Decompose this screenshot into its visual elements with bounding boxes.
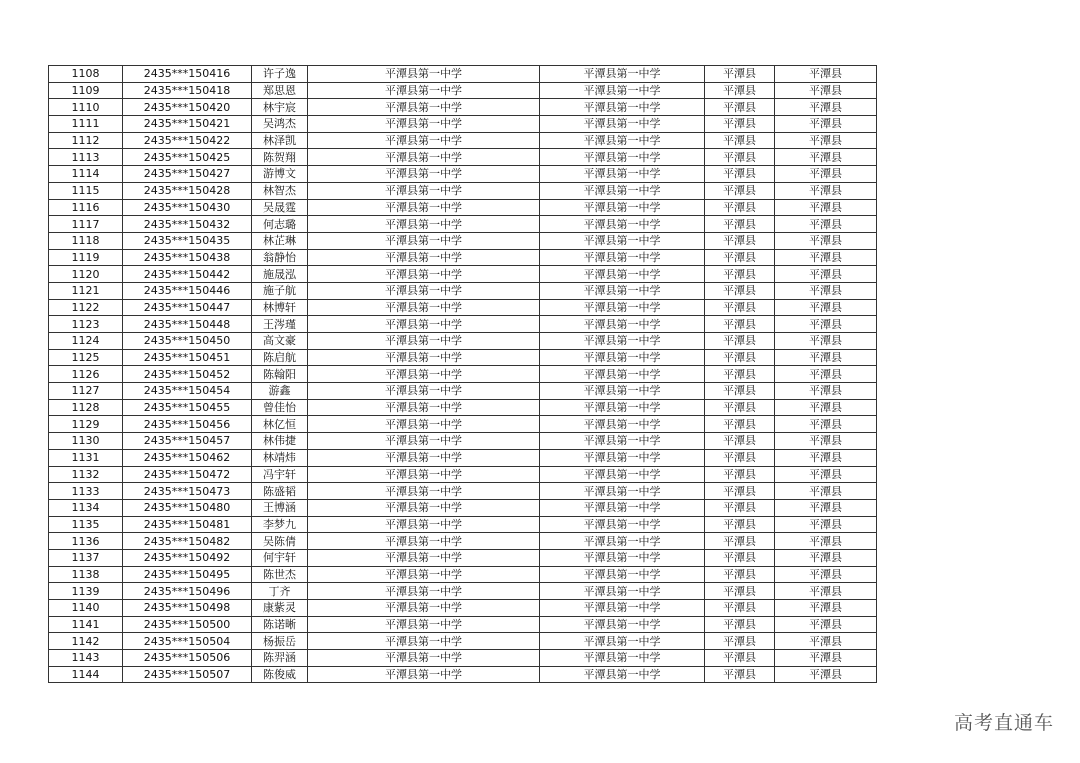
table-row bbox=[49, 182, 877, 199]
district-cell: 平潭县 bbox=[775, 316, 877, 333]
registration-school-cell: 平潭县第一中学 bbox=[540, 549, 705, 566]
district-cell: 平潭县 bbox=[775, 600, 877, 617]
county-cell: 平潭县 bbox=[705, 116, 775, 133]
county-cell: 平潭县 bbox=[705, 433, 775, 450]
registration-school-cell: 平潭县第一中学 bbox=[540, 583, 705, 600]
county-cell: 平潭县 bbox=[705, 533, 775, 550]
row-number-cell: 1119 bbox=[49, 249, 123, 266]
registration-school-cell: 平潭县第一中学 bbox=[540, 249, 705, 266]
school-cell: 平潭县第一中学 bbox=[308, 216, 540, 233]
registration-school-cell: 平潭县第一中学 bbox=[540, 533, 705, 550]
table-body bbox=[49, 66, 877, 683]
exam-id-cell: 2435***150480 bbox=[123, 499, 252, 516]
exam-id-cell: 2435***150450 bbox=[123, 333, 252, 350]
table-row bbox=[49, 666, 877, 683]
district-cell: 平潭县 bbox=[775, 266, 877, 283]
exam-id-cell: 2435***150455 bbox=[123, 399, 252, 416]
school-cell: 平潭县第一中学 bbox=[308, 633, 540, 650]
district-cell: 平潭县 bbox=[775, 282, 877, 299]
registration-school-cell: 平潭县第一中学 bbox=[540, 433, 705, 450]
registration-school-cell: 平潭县第一中学 bbox=[540, 82, 705, 99]
table-row bbox=[49, 232, 877, 249]
school-cell: 平潭县第一中学 bbox=[308, 116, 540, 133]
row-number-cell: 1131 bbox=[49, 449, 123, 466]
exam-id-cell: 2435***150500 bbox=[123, 616, 252, 633]
student-name-cell: 陈俊威 bbox=[252, 666, 308, 683]
table-row bbox=[49, 616, 877, 633]
registration-school-cell: 平潭县第一中学 bbox=[540, 449, 705, 466]
school-cell: 平潭县第一中学 bbox=[308, 249, 540, 266]
row-number-cell: 1118 bbox=[49, 232, 123, 249]
table-row bbox=[49, 449, 877, 466]
student-name-cell: 施晟泓 bbox=[252, 266, 308, 283]
registration-school-cell: 平潭县第一中学 bbox=[540, 483, 705, 500]
student-name-cell: 何志璐 bbox=[252, 216, 308, 233]
exam-id-cell: 2435***150506 bbox=[123, 650, 252, 667]
exam-id-cell: 2435***150492 bbox=[123, 549, 252, 566]
district-cell: 平潭县 bbox=[775, 566, 877, 583]
exam-id-cell: 2435***150422 bbox=[123, 132, 252, 149]
row-number-cell: 1141 bbox=[49, 616, 123, 633]
district-cell: 平潭县 bbox=[775, 99, 877, 116]
table-row bbox=[49, 566, 877, 583]
registration-school-cell: 平潭县第一中学 bbox=[540, 299, 705, 316]
registration-school-cell: 平潭县第一中学 bbox=[540, 466, 705, 483]
student-name-cell: 林宇宸 bbox=[252, 99, 308, 116]
school-cell: 平潭县第一中学 bbox=[308, 650, 540, 667]
county-cell: 平潭县 bbox=[705, 66, 775, 83]
district-cell: 平潭县 bbox=[775, 366, 877, 383]
student-name-cell: 丁齐 bbox=[252, 583, 308, 600]
county-cell: 平潭县 bbox=[705, 633, 775, 650]
table-row bbox=[49, 366, 877, 383]
county-cell: 平潭县 bbox=[705, 383, 775, 400]
county-cell: 平潭县 bbox=[705, 99, 775, 116]
district-cell: 平潭县 bbox=[775, 149, 877, 166]
student-name-cell: 王博涵 bbox=[252, 499, 308, 516]
table-row bbox=[49, 433, 877, 450]
row-number-cell: 1114 bbox=[49, 166, 123, 183]
district-cell: 平潭县 bbox=[775, 416, 877, 433]
district-cell: 平潭县 bbox=[775, 216, 877, 233]
table-row bbox=[49, 266, 877, 283]
registration-school-cell: 平潭县第一中学 bbox=[540, 282, 705, 299]
county-cell: 平潭县 bbox=[705, 399, 775, 416]
registration-school-cell: 平潭县第一中学 bbox=[540, 566, 705, 583]
registration-school-cell: 平潭县第一中学 bbox=[540, 650, 705, 667]
student-name-cell: 游博文 bbox=[252, 166, 308, 183]
table-row bbox=[49, 66, 877, 83]
exam-id-cell: 2435***150427 bbox=[123, 166, 252, 183]
row-number-cell: 1120 bbox=[49, 266, 123, 283]
row-number-cell: 1121 bbox=[49, 282, 123, 299]
student-name-cell: 陈世杰 bbox=[252, 566, 308, 583]
exam-id-cell: 2435***150457 bbox=[123, 433, 252, 450]
registration-school-cell: 平潭县第一中学 bbox=[540, 132, 705, 149]
school-cell: 平潭县第一中学 bbox=[308, 333, 540, 350]
school-cell: 平潭县第一中学 bbox=[308, 399, 540, 416]
registration-school-cell: 平潭县第一中学 bbox=[540, 633, 705, 650]
student-name-cell: 林泽凯 bbox=[252, 132, 308, 149]
school-cell: 平潭县第一中学 bbox=[308, 449, 540, 466]
school-cell: 平潭县第一中学 bbox=[308, 149, 540, 166]
registration-school-cell: 平潭县第一中学 bbox=[540, 666, 705, 683]
county-cell: 平潭县 bbox=[705, 199, 775, 216]
table-row bbox=[49, 349, 877, 366]
exam-id-cell: 2435***150442 bbox=[123, 266, 252, 283]
registration-school-cell: 平潭县第一中学 bbox=[540, 266, 705, 283]
exam-id-cell: 2435***150473 bbox=[123, 483, 252, 500]
district-cell: 平潭县 bbox=[775, 650, 877, 667]
county-cell: 平潭县 bbox=[705, 499, 775, 516]
registration-school-cell: 平潭县第一中学 bbox=[540, 600, 705, 617]
exam-id-cell: 2435***150507 bbox=[123, 666, 252, 683]
district-cell: 平潭县 bbox=[775, 466, 877, 483]
registration-school-cell: 平潭县第一中学 bbox=[540, 616, 705, 633]
school-cell: 平潭县第一中学 bbox=[308, 600, 540, 617]
registration-school-cell: 平潭县第一中学 bbox=[540, 316, 705, 333]
student-name-cell: 吴鸿杰 bbox=[252, 116, 308, 133]
county-cell: 平潭县 bbox=[705, 516, 775, 533]
school-cell: 平潭县第一中学 bbox=[308, 166, 540, 183]
county-cell: 平潭县 bbox=[705, 232, 775, 249]
school-cell: 平潭县第一中学 bbox=[308, 82, 540, 99]
table-row bbox=[49, 333, 877, 350]
district-cell: 平潭县 bbox=[775, 182, 877, 199]
school-cell: 平潭县第一中学 bbox=[308, 666, 540, 683]
row-number-cell: 1123 bbox=[49, 316, 123, 333]
county-cell: 平潭县 bbox=[705, 666, 775, 683]
table-row bbox=[49, 116, 877, 133]
registration-school-cell: 平潭县第一中学 bbox=[540, 366, 705, 383]
exam-id-cell: 2435***150495 bbox=[123, 566, 252, 583]
row-number-cell: 1132 bbox=[49, 466, 123, 483]
county-cell: 平潭县 bbox=[705, 466, 775, 483]
table-row bbox=[49, 282, 877, 299]
student-name-cell: 吴陈倩 bbox=[252, 533, 308, 550]
row-number-cell: 1128 bbox=[49, 399, 123, 416]
student-name-cell: 李梦九 bbox=[252, 516, 308, 533]
exam-id-cell: 2435***150435 bbox=[123, 232, 252, 249]
school-cell: 平潭县第一中学 bbox=[308, 366, 540, 383]
registration-school-cell: 平潭县第一中学 bbox=[540, 182, 705, 199]
county-cell: 平潭县 bbox=[705, 166, 775, 183]
county-cell: 平潭县 bbox=[705, 349, 775, 366]
school-cell: 平潭县第一中学 bbox=[308, 99, 540, 116]
row-number-cell: 1125 bbox=[49, 349, 123, 366]
exam-id-cell: 2435***150446 bbox=[123, 282, 252, 299]
district-cell: 平潭县 bbox=[775, 499, 877, 516]
exam-id-cell: 2435***150454 bbox=[123, 383, 252, 400]
row-number-cell: 1133 bbox=[49, 483, 123, 500]
district-cell: 平潭县 bbox=[775, 449, 877, 466]
student-name-cell: 许子逸 bbox=[252, 66, 308, 83]
exam-id-cell: 2435***150432 bbox=[123, 216, 252, 233]
school-cell: 平潭县第一中学 bbox=[308, 549, 540, 566]
school-cell: 平潭县第一中学 bbox=[308, 499, 540, 516]
table-row bbox=[49, 583, 877, 600]
registration-school-cell: 平潭县第一中学 bbox=[540, 333, 705, 350]
table-row bbox=[49, 633, 877, 650]
exam-id-cell: 2435***150451 bbox=[123, 349, 252, 366]
registration-school-cell: 平潭县第一中学 bbox=[540, 149, 705, 166]
table-row bbox=[49, 416, 877, 433]
district-cell: 平潭县 bbox=[775, 249, 877, 266]
county-cell: 平潭县 bbox=[705, 266, 775, 283]
county-cell: 平潭县 bbox=[705, 366, 775, 383]
county-cell: 平潭县 bbox=[705, 616, 775, 633]
row-number-cell: 1138 bbox=[49, 566, 123, 583]
district-cell: 平潭县 bbox=[775, 333, 877, 350]
registration-school-cell: 平潭县第一中学 bbox=[540, 383, 705, 400]
registration-school-cell: 平潭县第一中学 bbox=[540, 232, 705, 249]
school-cell: 平潭县第一中学 bbox=[308, 516, 540, 533]
student-name-cell: 杨振岳 bbox=[252, 633, 308, 650]
row-number-cell: 1144 bbox=[49, 666, 123, 683]
county-cell: 平潭县 bbox=[705, 333, 775, 350]
table-row bbox=[49, 299, 877, 316]
school-cell: 平潭县第一中学 bbox=[308, 299, 540, 316]
table-row bbox=[49, 383, 877, 400]
table-row bbox=[49, 600, 877, 617]
county-cell: 平潭县 bbox=[705, 282, 775, 299]
exam-id-cell: 2435***150425 bbox=[123, 149, 252, 166]
row-number-cell: 1111 bbox=[49, 116, 123, 133]
table-row bbox=[49, 483, 877, 500]
roster-table bbox=[48, 65, 877, 683]
table-row bbox=[49, 216, 877, 233]
exam-id-cell: 2435***150416 bbox=[123, 66, 252, 83]
school-cell: 平潭县第一中学 bbox=[308, 132, 540, 149]
county-cell: 平潭县 bbox=[705, 182, 775, 199]
district-cell: 平潭县 bbox=[775, 132, 877, 149]
table-row bbox=[49, 82, 877, 99]
exam-id-cell: 2435***150498 bbox=[123, 600, 252, 617]
row-number-cell: 1122 bbox=[49, 299, 123, 316]
watermark-text: 高考直通车 bbox=[953, 712, 1054, 734]
exam-id-cell: 2435***150481 bbox=[123, 516, 252, 533]
student-name-cell: 高文豪 bbox=[252, 333, 308, 350]
district-cell: 平潭县 bbox=[775, 166, 877, 183]
school-cell: 平潭县第一中学 bbox=[308, 66, 540, 83]
student-name-cell: 翁静怡 bbox=[252, 249, 308, 266]
row-number-cell: 1115 bbox=[49, 182, 123, 199]
row-number-cell: 1136 bbox=[49, 533, 123, 550]
exam-id-cell: 2435***150418 bbox=[123, 82, 252, 99]
exam-id-cell: 2435***150452 bbox=[123, 366, 252, 383]
district-cell: 平潭县 bbox=[775, 516, 877, 533]
county-cell: 平潭县 bbox=[705, 82, 775, 99]
table-row bbox=[49, 399, 877, 416]
row-number-cell: 1135 bbox=[49, 516, 123, 533]
registration-school-cell: 平潭县第一中学 bbox=[540, 199, 705, 216]
table-row bbox=[49, 316, 877, 333]
row-number-cell: 1130 bbox=[49, 433, 123, 450]
registration-school-cell: 平潭县第一中学 bbox=[540, 99, 705, 116]
student-name-cell: 陈诺晰 bbox=[252, 616, 308, 633]
school-cell: 平潭县第一中学 bbox=[308, 483, 540, 500]
exam-id-cell: 2435***150438 bbox=[123, 249, 252, 266]
row-number-cell: 1113 bbox=[49, 149, 123, 166]
county-cell: 平潭县 bbox=[705, 249, 775, 266]
county-cell: 平潭县 bbox=[705, 549, 775, 566]
row-number-cell: 1134 bbox=[49, 499, 123, 516]
student-name-cell: 林芷琳 bbox=[252, 232, 308, 249]
school-cell: 平潭县第一中学 bbox=[308, 199, 540, 216]
county-cell: 平潭县 bbox=[705, 299, 775, 316]
school-cell: 平潭县第一中学 bbox=[308, 583, 540, 600]
row-number-cell: 1126 bbox=[49, 366, 123, 383]
student-name-cell: 陈启航 bbox=[252, 349, 308, 366]
exam-id-cell: 2435***150482 bbox=[123, 533, 252, 550]
exam-id-cell: 2435***150428 bbox=[123, 182, 252, 199]
district-cell: 平潭县 bbox=[775, 232, 877, 249]
table-row bbox=[49, 516, 877, 533]
table-row bbox=[49, 650, 877, 667]
exam-id-cell: 2435***150421 bbox=[123, 116, 252, 133]
district-cell: 平潭县 bbox=[775, 616, 877, 633]
exam-id-cell: 2435***150448 bbox=[123, 316, 252, 333]
student-name-cell: 陈羿涵 bbox=[252, 650, 308, 667]
student-name-cell: 王涔瑾 bbox=[252, 316, 308, 333]
exam-id-cell: 2435***150447 bbox=[123, 299, 252, 316]
student-name-cell: 施子航 bbox=[252, 282, 308, 299]
table-row bbox=[49, 549, 877, 566]
district-cell: 平潭县 bbox=[775, 299, 877, 316]
table-row bbox=[49, 149, 877, 166]
row-number-cell: 1127 bbox=[49, 383, 123, 400]
exam-id-cell: 2435***150472 bbox=[123, 466, 252, 483]
student-name-cell: 郑思恩 bbox=[252, 82, 308, 99]
school-cell: 平潭县第一中学 bbox=[308, 416, 540, 433]
exam-id-cell: 2435***150456 bbox=[123, 416, 252, 433]
registration-school-cell: 平潭县第一中学 bbox=[540, 116, 705, 133]
student-name-cell: 曾佳怡 bbox=[252, 399, 308, 416]
district-cell: 平潭县 bbox=[775, 82, 877, 99]
table-row bbox=[49, 533, 877, 550]
district-cell: 平潭县 bbox=[775, 383, 877, 400]
student-name-cell: 何宇轩 bbox=[252, 549, 308, 566]
county-cell: 平潭县 bbox=[705, 132, 775, 149]
district-cell: 平潭县 bbox=[775, 349, 877, 366]
school-cell: 平潭县第一中学 bbox=[308, 316, 540, 333]
exam-id-cell: 2435***150504 bbox=[123, 633, 252, 650]
row-number-cell: 1124 bbox=[49, 333, 123, 350]
district-cell: 平潭县 bbox=[775, 433, 877, 450]
registration-school-cell: 平潭县第一中学 bbox=[540, 499, 705, 516]
row-number-cell: 1142 bbox=[49, 633, 123, 650]
student-name-cell: 陈翰阳 bbox=[252, 366, 308, 383]
district-cell: 平潭县 bbox=[775, 666, 877, 683]
table-row bbox=[49, 499, 877, 516]
exam-id-cell: 2435***150430 bbox=[123, 199, 252, 216]
school-cell: 平潭县第一中学 bbox=[308, 616, 540, 633]
registration-school-cell: 平潭县第一中学 bbox=[540, 216, 705, 233]
school-cell: 平潭县第一中学 bbox=[308, 533, 540, 550]
row-number-cell: 1116 bbox=[49, 199, 123, 216]
district-cell: 平潭县 bbox=[775, 66, 877, 83]
registration-school-cell: 平潭县第一中学 bbox=[540, 416, 705, 433]
school-cell: 平潭县第一中学 bbox=[308, 282, 540, 299]
school-cell: 平潭县第一中学 bbox=[308, 466, 540, 483]
registration-school-cell: 平潭县第一中学 bbox=[540, 66, 705, 83]
district-cell: 平潭县 bbox=[775, 116, 877, 133]
registration-school-cell: 平潭县第一中学 bbox=[540, 399, 705, 416]
school-cell: 平潭县第一中学 bbox=[308, 182, 540, 199]
county-cell: 平潭县 bbox=[705, 600, 775, 617]
school-cell: 平潭县第一中学 bbox=[308, 232, 540, 249]
row-number-cell: 1112 bbox=[49, 132, 123, 149]
exam-id-cell: 2435***150462 bbox=[123, 449, 252, 466]
student-name-cell: 林智杰 bbox=[252, 182, 308, 199]
row-number-cell: 1110 bbox=[49, 99, 123, 116]
district-cell: 平潭县 bbox=[775, 583, 877, 600]
exam-id-cell: 2435***150420 bbox=[123, 99, 252, 116]
district-cell: 平潭县 bbox=[775, 399, 877, 416]
row-number-cell: 1108 bbox=[49, 66, 123, 83]
district-cell: 平潭县 bbox=[775, 483, 877, 500]
table-row bbox=[49, 132, 877, 149]
county-cell: 平潭县 bbox=[705, 149, 775, 166]
district-cell: 平潭县 bbox=[775, 533, 877, 550]
district-cell: 平潭县 bbox=[775, 549, 877, 566]
registration-school-cell: 平潭县第一中学 bbox=[540, 516, 705, 533]
student-name-cell: 林伟捷 bbox=[252, 433, 308, 450]
school-cell: 平潭县第一中学 bbox=[308, 566, 540, 583]
county-cell: 平潭县 bbox=[705, 449, 775, 466]
student-name-cell: 林博轩 bbox=[252, 299, 308, 316]
county-cell: 平潭县 bbox=[705, 216, 775, 233]
row-number-cell: 1143 bbox=[49, 650, 123, 667]
school-cell: 平潭县第一中学 bbox=[308, 383, 540, 400]
registration-school-cell: 平潭县第一中学 bbox=[540, 349, 705, 366]
table-row bbox=[49, 99, 877, 116]
table-row bbox=[49, 249, 877, 266]
row-number-cell: 1137 bbox=[49, 549, 123, 566]
county-cell: 平潭县 bbox=[705, 583, 775, 600]
county-cell: 平潭县 bbox=[705, 483, 775, 500]
row-number-cell: 1117 bbox=[49, 216, 123, 233]
table-row bbox=[49, 166, 877, 183]
district-cell: 平潭县 bbox=[775, 633, 877, 650]
school-cell: 平潭县第一中学 bbox=[308, 349, 540, 366]
registration-school-cell: 平潭县第一中学 bbox=[540, 166, 705, 183]
table-row bbox=[49, 199, 877, 216]
row-number-cell: 1129 bbox=[49, 416, 123, 433]
exam-id-cell: 2435***150496 bbox=[123, 583, 252, 600]
student-name-cell: 林靖炜 bbox=[252, 449, 308, 466]
student-name-cell: 游鑫 bbox=[252, 383, 308, 400]
student-name-cell: 冯宇轩 bbox=[252, 466, 308, 483]
county-cell: 平潭县 bbox=[705, 416, 775, 433]
table-row bbox=[49, 466, 877, 483]
county-cell: 平潭县 bbox=[705, 316, 775, 333]
row-number-cell: 1139 bbox=[49, 583, 123, 600]
county-cell: 平潭县 bbox=[705, 566, 775, 583]
row-number-cell: 1109 bbox=[49, 82, 123, 99]
student-name-cell: 陈盛韬 bbox=[252, 483, 308, 500]
county-cell: 平潭县 bbox=[705, 650, 775, 667]
student-name-cell: 吴晟霆 bbox=[252, 199, 308, 216]
school-cell: 平潭县第一中学 bbox=[308, 433, 540, 450]
student-name-cell: 陈贺翔 bbox=[252, 149, 308, 166]
student-name-cell: 康紫灵 bbox=[252, 600, 308, 617]
row-number-cell: 1140 bbox=[49, 600, 123, 617]
school-cell: 平潭县第一中学 bbox=[308, 266, 540, 283]
student-name-cell: 林亿恒 bbox=[252, 416, 308, 433]
district-cell: 平潭县 bbox=[775, 199, 877, 216]
